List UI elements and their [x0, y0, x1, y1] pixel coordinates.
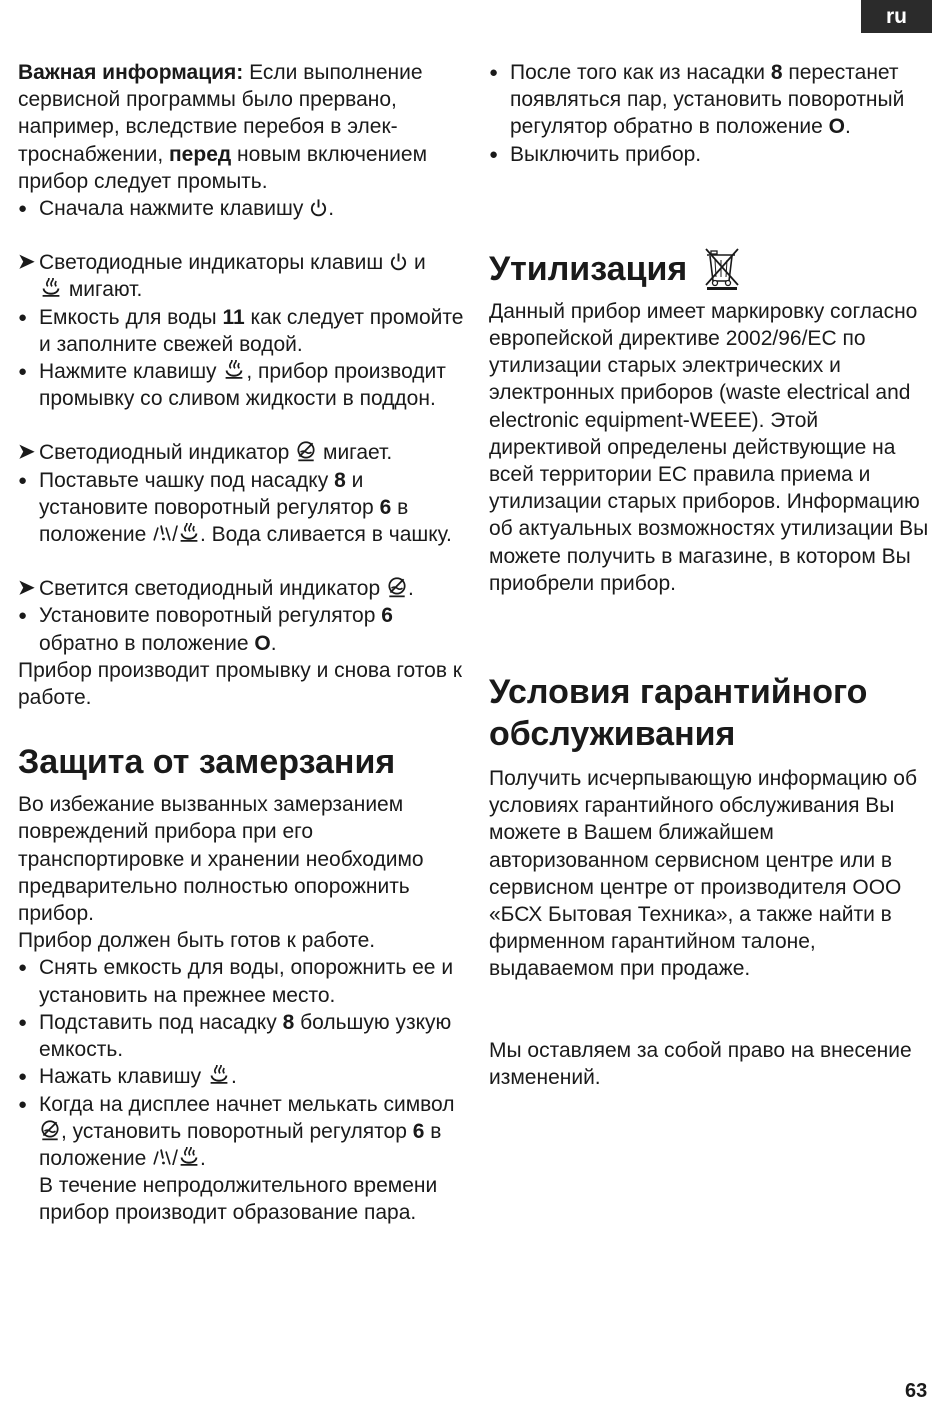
weee-bin-icon: [705, 248, 741, 290]
changes-reserved-paragraph: Мы оставляем за собой право на внесение изменений.: [489, 1038, 912, 1089]
ready-paragraph: Прибор производит промывку и снова готов к работе.: [18, 658, 462, 710]
right-column: [489, 59, 934, 1091]
freeze-ready-paragraph: Прибор должен быть готов к работе.: [18, 929, 376, 953]
disposal-heading: Утилизация: [489, 248, 934, 290]
power-icon: [309, 197, 328, 218]
rinse-indicator-icon: [386, 576, 408, 598]
disposal-paragraph: Данный прибор имеет маркировку согласно европейской директиве 2002/96/EC по утилизации старых электрических и электронных приборов (waste electrical and electronic equipment-WEEE). Этой директивой определены действующие на всей территории ЕС правила приема и утилизации старых приборов. Информацию об актуальных возможностях утилизации Вы можете получить в магазине, в котором Вы приобрели прибор.: [489, 299, 929, 595]
bullet-icon: ●: [18, 1068, 28, 1086]
arrow-icon: ➤: [18, 577, 35, 600]
bullet-icon: ●: [18, 959, 28, 977]
left-column: [18, 59, 468, 1227]
steam-icon: [222, 360, 246, 381]
list-item-empty-tank: ● Снять емкость для воды, опорожнить ее и установить на прежнее место.: [18, 956, 454, 1007]
warranty-heading: Условия гарантийного обслуживания: [489, 673, 868, 754]
rinse-indicator-icon: [39, 1119, 61, 1141]
list-item-symbol-blinks: ● Когда на дисплее начнет мелькать символ , установить поворотный регулятор 6 в положение / . В течение непродолжительного времени прибор производит образование пара.: [18, 1092, 455, 1225]
water-flow-icon: [152, 523, 172, 544]
result-item-rinse-led-lit: ➤ Светится светодиодный индикатор .: [18, 575, 468, 602]
list-item-switch-off: ● Выключить прибор.: [489, 141, 934, 168]
important-info-paragraph: Важная информация: Если выполнение сервисной программы было прервано, например, вследствие перебоя в электроснабжении, перед новым включением прибор следует промыть.: [18, 61, 428, 193]
list-item-press-steam-key: ● Нажать клавишу .: [18, 1063, 468, 1090]
bullet-icon: ●: [18, 1013, 28, 1031]
power-icon: [389, 251, 408, 272]
arrow-icon: ➤: [18, 441, 35, 464]
list-item-rinse-tank: ● Емкость для воды 11 как следует промойте и заполните свежей водой.: [18, 305, 464, 356]
language-badge: ru: [861, 0, 932, 33]
bullet-icon: ●: [489, 64, 499, 81]
bullet-icon: ●: [18, 308, 28, 326]
bullet-icon: ●: [18, 363, 28, 381]
bullet-icon: ●: [18, 607, 28, 625]
list-item-press-steam: ● Нажмите клавишу , прибор производит промывку со сливом жидкости в поддон.: [18, 360, 446, 411]
steam-icon: [39, 278, 63, 299]
steam-icon: [207, 1065, 231, 1086]
list-item-press-power: ● Сначала нажмите клавишу .: [18, 195, 468, 222]
bullet-icon: ●: [18, 471, 28, 489]
list-item-place-cup: ● Поставьте чашку под насадку 8 и установите поворотный регулятор 6 в положение / . Вода сливается в чашку.: [18, 468, 452, 547]
list-item-place-container: ● Подставить под насадку 8 большую узкую емкость.: [18, 1010, 452, 1062]
important-label: Важная информация:: [18, 61, 244, 84]
list-item-reset-dial: ● Установите поворотный регулятор 6 обратно в положение O.: [18, 604, 393, 655]
warranty-paragraph: Получить исчерпывающую информацию об условиях гарантийного обслуживания Вы можете в Вашем ближайшем авторизованном сервисном центре или в сервисном центре от производителя ООО «БСХ Бытовая Техника», а также найти в фирменном гарантийном талоне, выдаваемом при продаже.: [489, 767, 917, 981]
freeze-intro-paragraph: Во избежание вызванных замерзанием повреждений прибора при его транспортировке и хранении необходимо предварительно полностью опорожнить прибор.: [18, 793, 424, 926]
steam-icon: [178, 1147, 200, 1168]
freeze-protection-heading: Защита от замерзания: [18, 743, 396, 782]
result-item-leds-blink: ➤ Светодиодные индикаторы клавиш и мигают.: [18, 251, 426, 302]
result-item-rinse-led-blinks: ➤ Светодиодный индикатор мигает.: [18, 439, 468, 466]
page-number: 63: [905, 1380, 928, 1402]
arrow-icon: ➤: [18, 251, 35, 274]
list-item-steam-stops: ● После того как из насадки 8 перестанет появляться пар, установить поворотный регулятор обратно в положение O.: [489, 61, 905, 139]
bullet-icon: ●: [18, 1095, 28, 1113]
bullet-icon: ●: [489, 145, 499, 163]
steam-icon: [178, 523, 200, 544]
bullet-icon: ●: [18, 200, 28, 218]
rinse-indicator-icon: [295, 440, 317, 462]
water-flow-icon: [152, 1147, 172, 1168]
